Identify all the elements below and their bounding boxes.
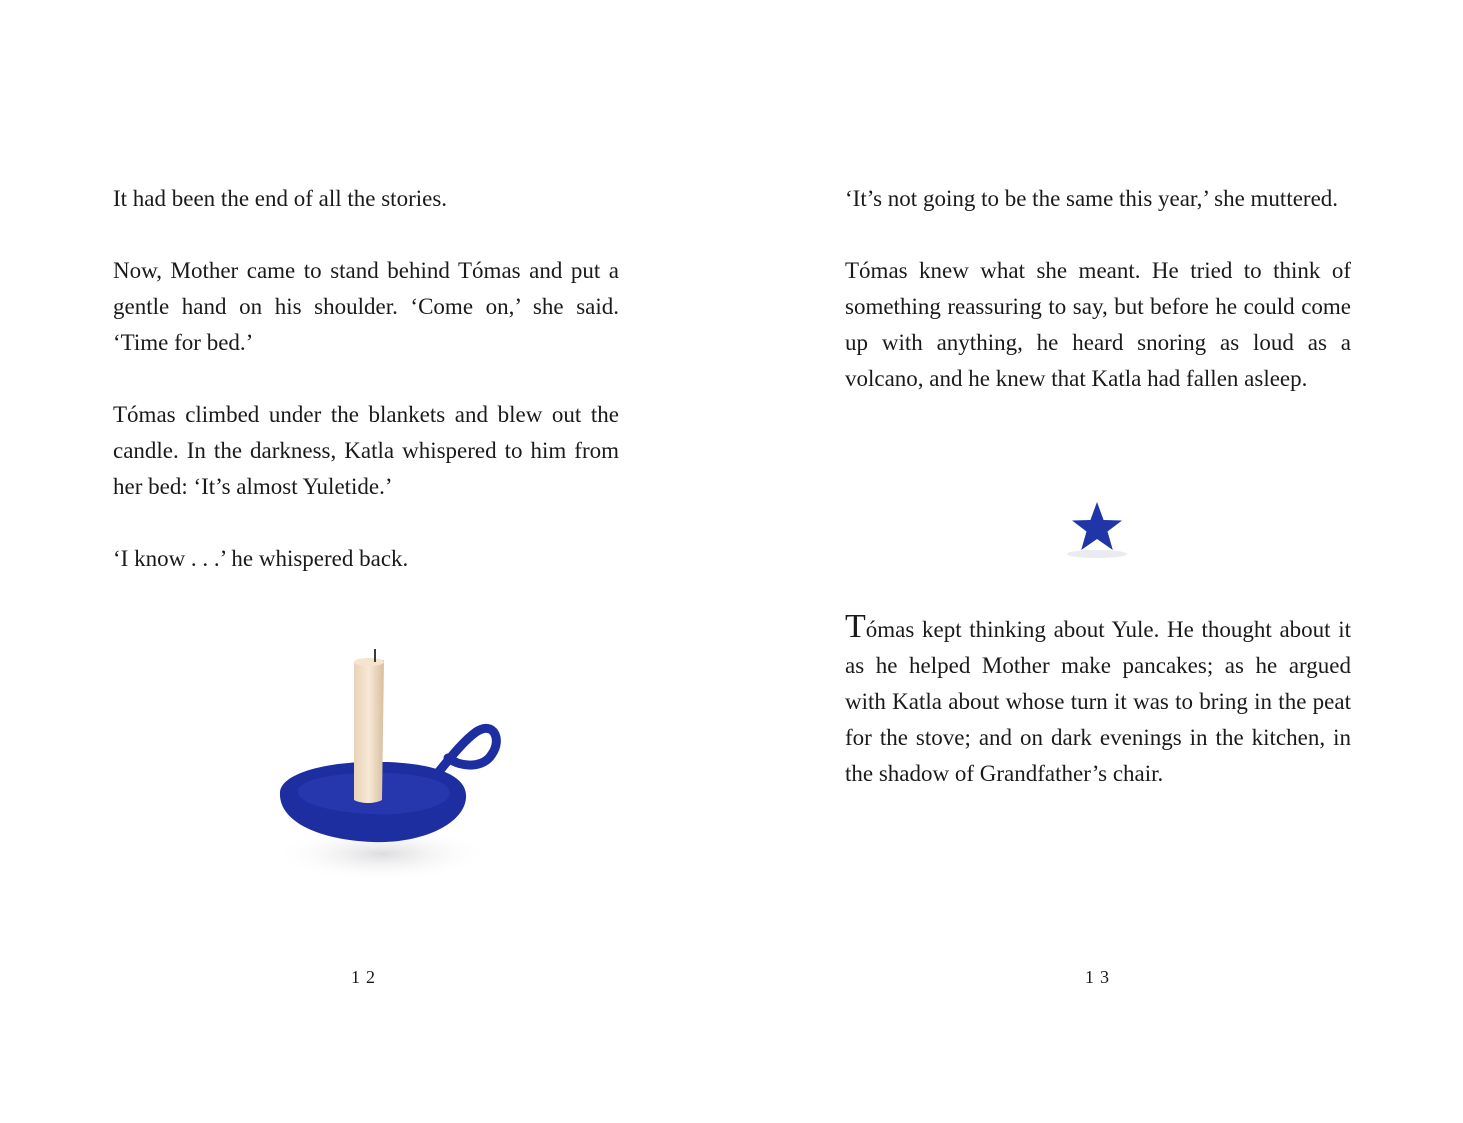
paragraph: Now, Mother came to stand behind Tómas and put a gentle hand on his shoulder. ‘Come on,’ she said. ‘Time for bed.’ (113, 258, 619, 355)
paragraph: It had been the end of all the stories. (113, 186, 448, 211)
candle-top (354, 658, 384, 666)
right-page-text-top (845, 181, 1351, 397)
star-icon (1061, 496, 1131, 560)
page-number: 12 (351, 967, 381, 987)
section-paragraph (845, 608, 1351, 792)
paragraph: Tómas knew what she meant. He tried to think of something reassuring to say, but before he could come up with anything, he heard snoring as loud as a volcano, and he knew that Katla had fallen asleep. (845, 258, 1351, 391)
right-page (731, 0, 1463, 1123)
page-number: 13 (1085, 967, 1115, 987)
left-page (0, 0, 731, 1123)
section-paragraph-text: ómas kept thinking about Yule. He thought about it as he helped Mother make pancakes; as he argued with Katla about whose turn it was to bring in the peat for the stove; and on dark evenings in the kitchen, in the shadow of Grandfather’s chair. (845, 617, 1351, 786)
right-page-text-bottom (845, 608, 1351, 792)
candle-wax (354, 660, 384, 803)
paragraph: Tómas climbed under the blankets and blew out the candle. In the darkness, Katla whispered to him from her bed: ‘It’s almost Yuletide.’ (113, 402, 619, 499)
left-page-text (113, 181, 619, 577)
paragraph: ‘I know . . .’ he whispered back. (113, 546, 409, 571)
candle-illustration (262, 592, 512, 952)
paragraph: ‘It’s not going to be the same this year,’ she muttered. (845, 186, 1339, 211)
drop-cap: T (845, 608, 866, 645)
